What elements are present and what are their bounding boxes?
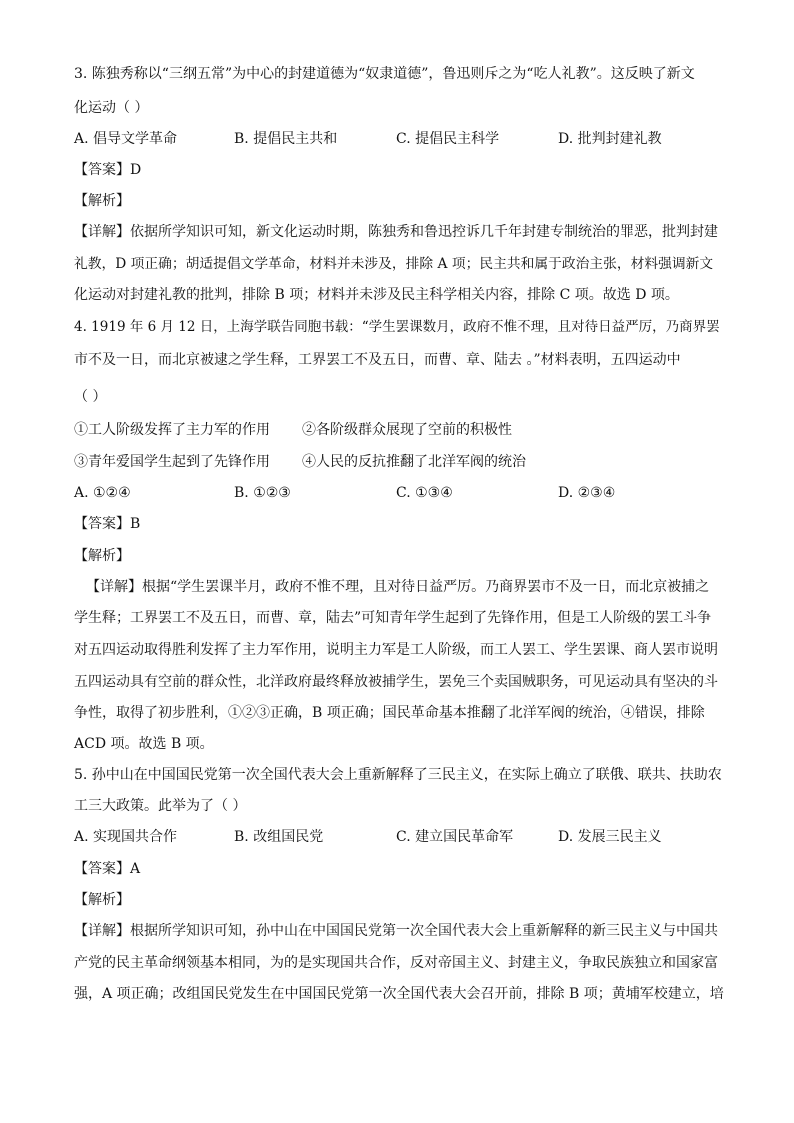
q4-answer: 【答案】B xyxy=(74,516,141,532)
q3-answer: 【答案】D xyxy=(74,162,142,178)
q4-option-c[interactable]: C. ①③④ xyxy=(396,485,453,501)
q3-option-c[interactable]: C. 提倡民主科学 xyxy=(396,131,500,147)
q4-option-d[interactable]: D. ②③④ xyxy=(558,485,616,501)
q3-analysis-heading: 【解析】 xyxy=(74,193,130,209)
q4-detail-line-2: 学生释；工界罢工不及五日，而曹、章，陆去”可知青年学生起到了先锋作用，但是工人阶级的罢工斗争 xyxy=(74,610,712,626)
q5-option-b[interactable]: B. 改组国民党 xyxy=(234,829,324,845)
q4-detail-line-1: 【详解】根据“学生罢课半月，政府不惟不理，且对待日益严厉。乃商界罢市不及一日，而北京被捕之 xyxy=(86,579,710,595)
q3-detail-line-2: 礼教，D 项正确；胡适提倡文学革命，材料并未涉及，排除 A 项；民主共和属于政治主张，材料强调新文 xyxy=(74,256,714,272)
q3-detail-line-1: 【详解】依据所学知识可知，新文化运动时期，陈独秀和鲁迅控诉几千年封建专制统治的罪恶，批判封建 xyxy=(74,224,718,240)
q4-option-b[interactable]: B. ①②③ xyxy=(234,485,291,501)
q3-stem-line-1: 3. 陈独秀称以“三纲五常”为中心的封建道德为“奴隶道德”，鲁迅则斥之为“吃人礼教”。这反映了新文 xyxy=(74,66,695,82)
q4-detail-line-3: 对五四运动取得胜利发挥了主力军作用，说明主力军是工人阶级，而工人罢工、学生罢课、商人罢市说明 xyxy=(74,642,718,658)
q5-detail-line-1: 【详解】根据所学知识可知，孙中山在中国国民党第一次全国代表大会上重新解释的新三民主义与中国共 xyxy=(74,923,718,939)
q4-option-a[interactable]: A. ①②④ xyxy=(74,485,131,501)
q4-analysis-heading: 【解析】 xyxy=(74,548,130,564)
q4-stem-line-3: （ ） xyxy=(74,389,107,405)
q4-stem-line-2: 市不及一日，而北京被逮之学生释，工界罢工不及五日，而曹、章、陆去 。”材料表明，五四运动中 xyxy=(74,352,681,368)
q3-detail-line-3: 化运动对封建礼教的批判，排除 B 项；材料并未涉及民主科学相关内容，排除 C 项。故选 D 项。 xyxy=(74,287,679,303)
q4-detail-line-5: 争性，取得了初步胜利，①②③正确，B 项正确；国民革命基本推翻了北洋军阀的统治，④错误，排除 xyxy=(74,705,705,721)
q4-detail-line-4: 五四运动具有空前的群众性，北洋政府最终释放被捕学生，罢免三个卖国贼职务，可见运动具有坚决的斗 xyxy=(74,674,718,690)
q4-item-2: ②各阶级群众展现了空前的积极性 xyxy=(302,422,512,438)
q3-stem-line-2: 化运动（ ） xyxy=(74,100,149,116)
q3-option-a[interactable]: A. 倡导文学革命 xyxy=(74,131,178,147)
q5-analysis-heading: 【解析】 xyxy=(74,892,130,908)
q5-detail-line-2: 产党的民主革命纲领基本相同，为的是实现国共合作，反对帝国主义、封建主义，争取民族独立和国家富 xyxy=(74,955,718,971)
q5-stem-line-1: 5. 孙中山在中国国民党第一次全国代表大会上重新解释了三民主义，在实际上确立了联俄、联共、扶助农 xyxy=(74,767,722,783)
q4-detail-line-6: ACD 项。故选 B 项。 xyxy=(74,736,214,752)
q4-item-4: ④人民的反抗推翻了北洋军阀的统治 xyxy=(302,454,526,470)
q4-item-3: ③青年爱国学生起到了先锋作用 xyxy=(74,454,270,470)
q3-option-b[interactable]: B. 提倡民主共和 xyxy=(234,131,338,147)
q4-item-1: ①工人阶级发挥了主力军的作用 xyxy=(74,422,270,438)
q5-detail-line-3: 强，A 项正确；改组国民党发生在中国国民党第一次全国代表大会召开前，排除 B 项；黄埔军校建立，培 xyxy=(74,986,724,1002)
q5-option-a[interactable]: A. 实现国共合作 xyxy=(74,829,178,845)
q4-stem-line-1: 4. 1919 年 6 月 12 日，上海学联告同胞书载：“学生罢课数月，政府不惟不理，且对待日益严厉，乃商界罢 xyxy=(74,319,720,335)
q5-option-c[interactable]: C. 建立国民革命军 xyxy=(396,829,514,845)
q5-stem-line-2: 工三大政策。此举为了（ ） xyxy=(74,798,247,814)
q3-option-d[interactable]: D. 批判封建礼教 xyxy=(558,131,662,147)
q5-answer: 【答案】A xyxy=(74,861,141,877)
q5-option-d[interactable]: D. 发展三民主义 xyxy=(558,829,662,845)
